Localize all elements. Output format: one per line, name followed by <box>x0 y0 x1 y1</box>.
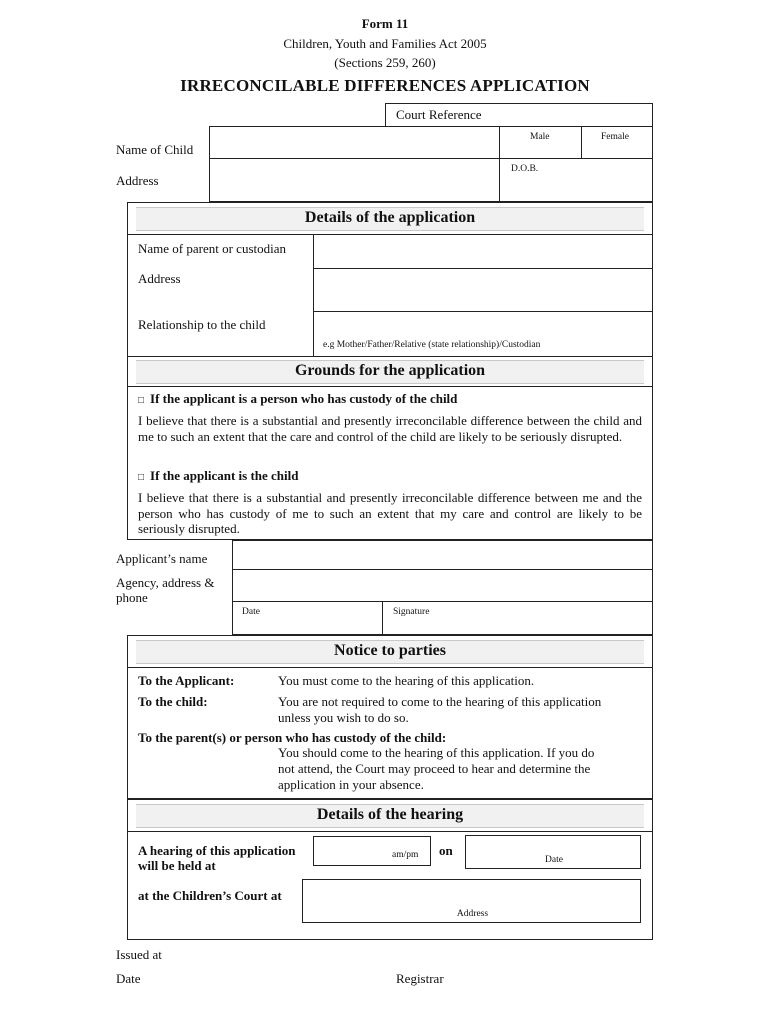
grounds-child-text: I believe that there is a substantial and presently irreconcilable difference between me and the person who has custody of me to such an extent that my care and control are likely to be seriously disrupted. <box>138 490 642 536</box>
checkbox-icon[interactable]: □ <box>138 395 145 406</box>
notice-child-text: You are not required to come to the hearing of this application <box>278 694 602 709</box>
child-name-label: Name of Child <box>116 142 194 157</box>
notice-applicant-label: To the Applicant: <box>138 673 235 688</box>
applicant-date-label: Date <box>242 607 260 617</box>
relationship-label: Relationship to the child <box>138 317 266 332</box>
signature-label: Signature <box>393 607 430 617</box>
divider <box>127 667 653 668</box>
issued-at-label: Issued at <box>116 947 162 962</box>
grounds-custodian-text: I believe that there is a substantial and presently irreconcilable difference between the child and me to such an extent that the care and control of the child are likely to be seriously disrupted. <box>138 413 642 444</box>
child-name-field[interactable] <box>210 127 498 157</box>
grounds-heading: Grounds for the application <box>294 362 486 379</box>
agency-field[interactable] <box>233 570 652 600</box>
footer-date-label: Date <box>116 971 141 986</box>
notice-parents-label: To the parent(s) or person who has custody of the child: <box>138 730 447 745</box>
relationship-hint: e.g Mother/Father/Relative (state relationship)/Custodian <box>323 340 541 350</box>
parent-address-field[interactable] <box>314 269 652 310</box>
agency-label-phone: phone <box>116 590 148 605</box>
hearing-held-label-2: will be held at <box>138 858 216 873</box>
form-number: Form 11 <box>361 16 409 31</box>
hearing-date-label: Date <box>545 855 563 865</box>
option-label: If the applicant is the child <box>150 468 299 483</box>
parent-address-label: Address <box>138 271 181 286</box>
option-label: If the applicant is a person who has custody of the child <box>150 391 458 406</box>
hearing-address-label: Address <box>456 909 489 919</box>
signature-field[interactable] <box>383 602 652 634</box>
notice-child-text-2: unless you wish to do so. <box>278 710 409 725</box>
registrar-label: Registrar <box>396 971 444 986</box>
dob-field[interactable]: D.O.B. <box>511 164 539 174</box>
hearing-time-field[interactable] <box>313 836 431 866</box>
notice-child-label: To the child: <box>138 694 208 709</box>
application-heading: Details of the application <box>304 209 476 226</box>
female-option[interactable]: Female <box>601 132 629 142</box>
divider <box>127 831 653 832</box>
act-name: Children, Youth and Families Act 2005 <box>283 36 487 51</box>
divider <box>499 126 500 202</box>
hearing-on-label: on <box>439 843 453 858</box>
court-reference-label: Court Reference <box>396 107 482 122</box>
notice-applicant-text: You must come to the hearing of this application. <box>278 673 535 688</box>
male-option[interactable]: Male <box>530 132 550 142</box>
notice-parents-text-2: not attend, the Court may proceed to hear and determine the <box>278 761 591 776</box>
act-sections: (Sections 259, 260) <box>334 55 436 70</box>
applicant-name-field[interactable] <box>233 541 652 568</box>
notice-heading: Notice to parties <box>334 642 446 659</box>
hearing-court-label: at the Children’s Court at <box>138 888 282 903</box>
relationship-field[interactable] <box>314 312 652 338</box>
hearing-held-label: A hearing of this application <box>138 843 296 858</box>
grounds-option-custodian[interactable] <box>138 391 457 407</box>
parent-name-field[interactable] <box>314 235 652 267</box>
applicant-date-field[interactable] <box>233 602 381 634</box>
notice-parents-text-3: application in your absence. <box>278 777 424 792</box>
hearing-heading: Details of the hearing <box>316 806 464 823</box>
applicant-name-label: Applicant’s name <box>116 551 208 566</box>
child-address-field[interactable] <box>210 159 498 201</box>
court-reference-field[interactable] <box>385 103 653 127</box>
hearing-date-field[interactable] <box>465 835 641 869</box>
divider <box>127 386 653 387</box>
parent-name-label: Name of parent or custodian <box>138 241 287 256</box>
notice-parents-text: You should come to the hearing of this application. If you do <box>278 745 595 760</box>
child-address-label: Address <box>116 173 159 188</box>
checkbox-icon[interactable]: □ <box>138 472 145 483</box>
divider <box>127 356 653 357</box>
agency-label: Agency, address & <box>116 575 215 590</box>
grounds-option-child[interactable] <box>138 468 298 484</box>
ampm-label: am/pm <box>392 850 419 860</box>
page-title: IRRECONCILABLE DIFFERENCES APPLICATION <box>180 76 590 95</box>
hearing-court-address-field[interactable] <box>302 879 641 923</box>
divider <box>581 126 582 158</box>
